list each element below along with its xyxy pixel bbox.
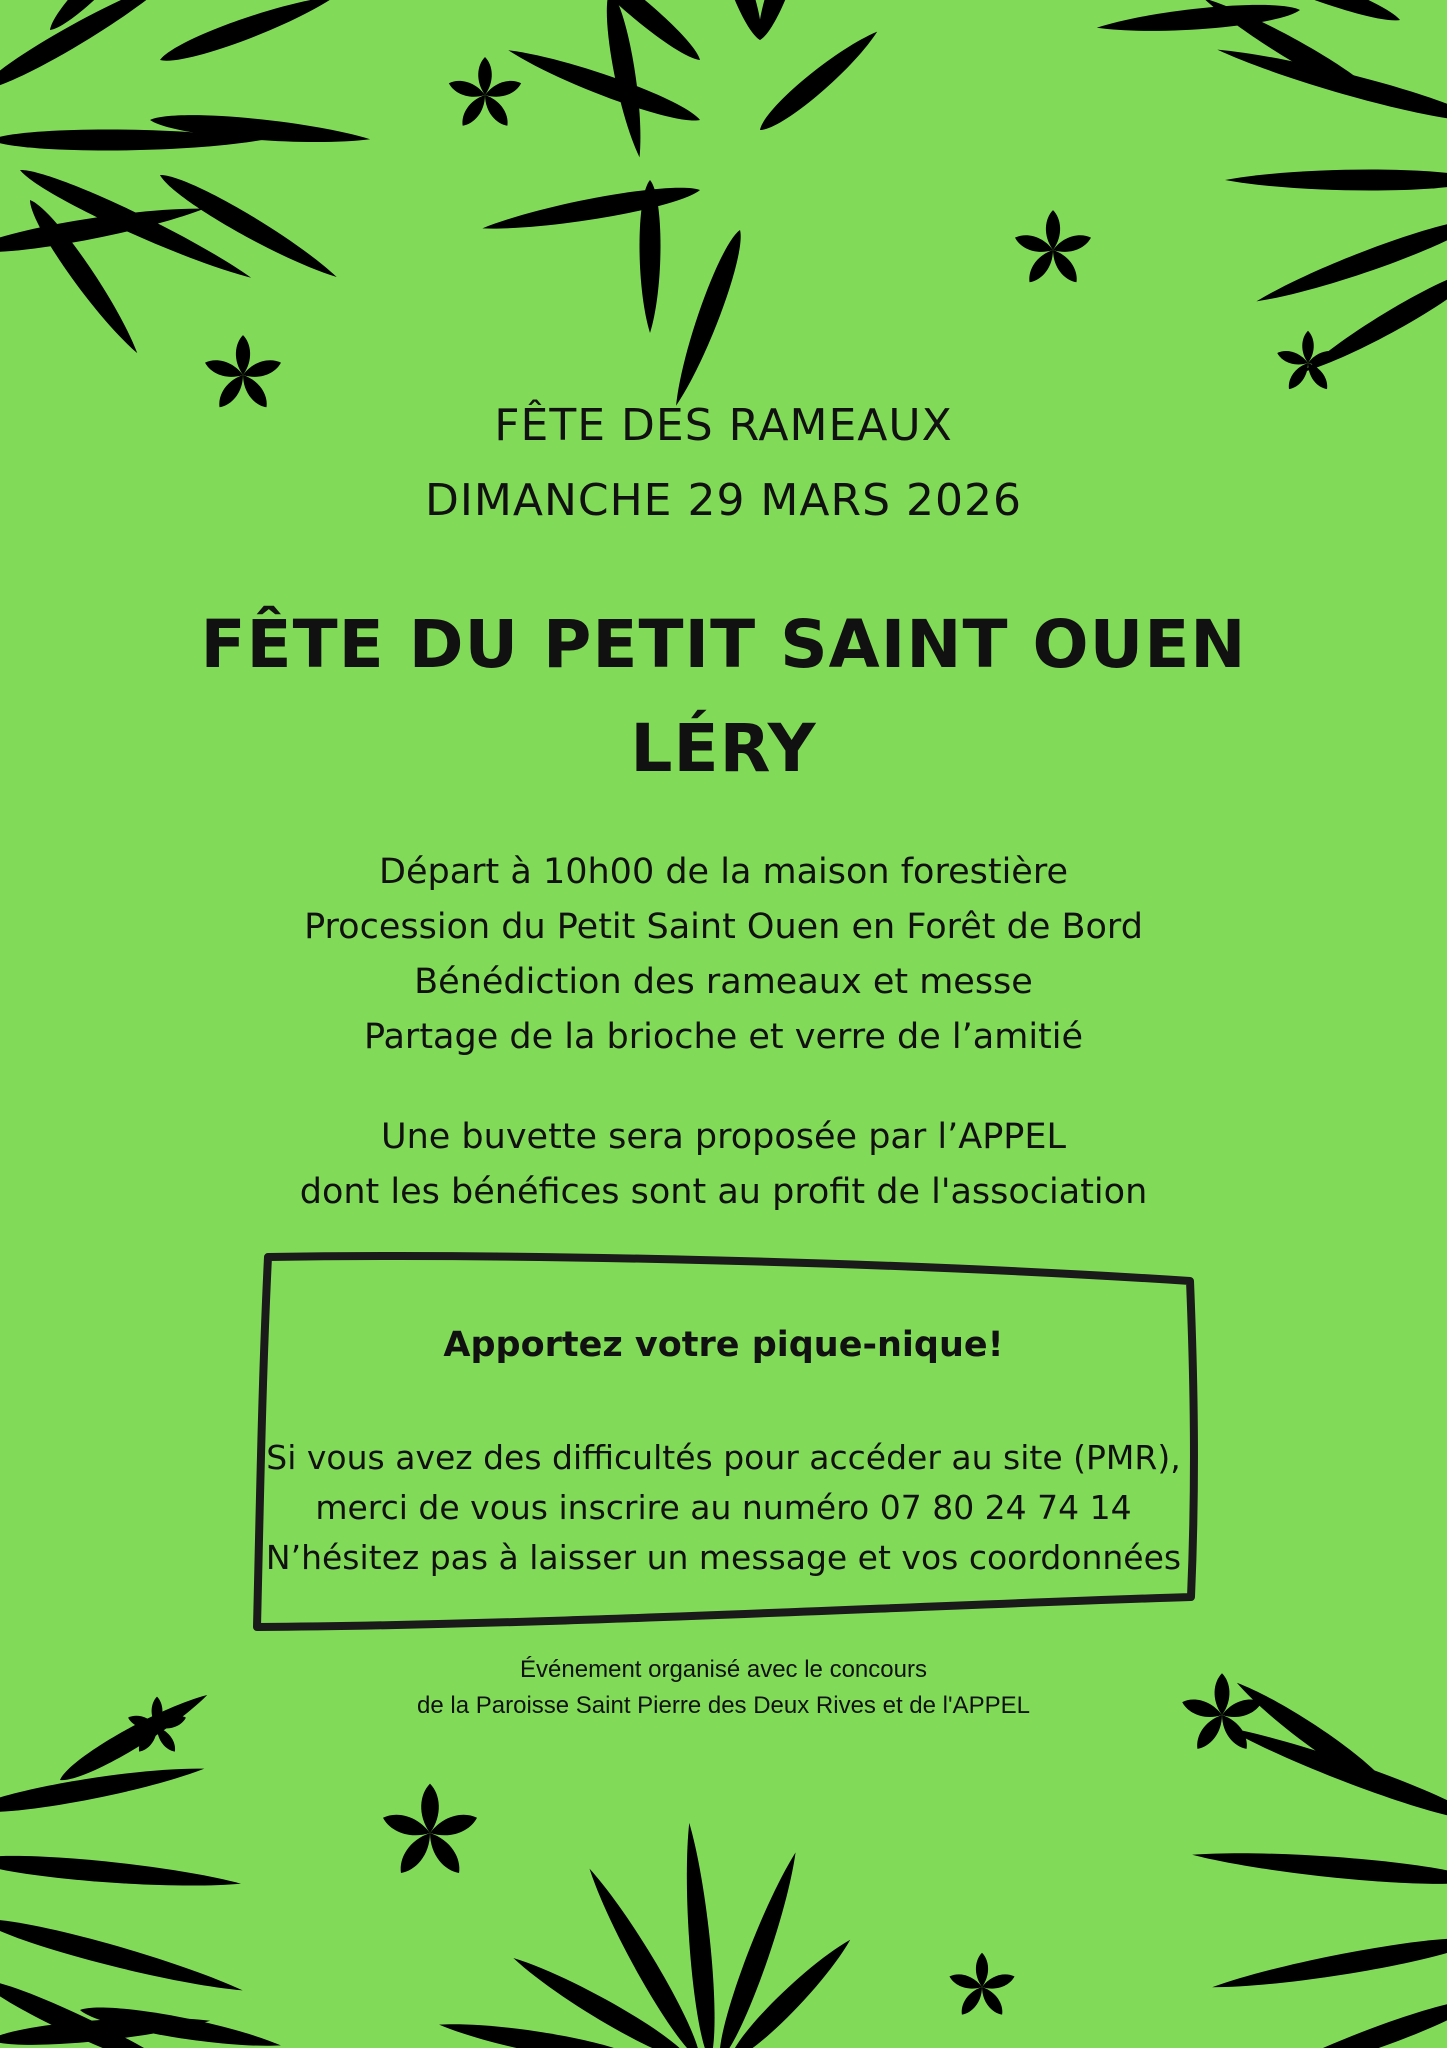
buvette-line: Une buvette sera proposée par l’APPEL: [380, 1117, 1067, 1157]
page-title-location: LÉRY: [630, 710, 817, 787]
footer-line: Événement organisé avec le concours: [520, 1656, 927, 1683]
footer-line: de la Paroisse Saint Pierre des Deux Rives et de l'APPEL: [417, 1692, 1030, 1719]
program-item: Procession du Petit Saint Ouen en Forêt de Bord: [304, 907, 1143, 947]
program-item: Départ à 10h00 de la maison forestière: [379, 852, 1068, 892]
program-item: Bénédiction des rameaux et messe: [414, 962, 1033, 1002]
info-line: merci de vous inscrire au numéro 07 80 24 74 14: [315, 1488, 1132, 1527]
event-date: DIMANCHE 29 MARS 2026: [425, 475, 1022, 526]
info-line: N’hésitez pas à laisser un message et vos coordonnées: [265, 1538, 1182, 1577]
info-line: Si vous avez des difficultés pour accéder au site (PMR),: [266, 1438, 1181, 1477]
page-title: FÊTE DU PETIT SAINT OUEN: [200, 606, 1247, 683]
event-subtitle: FÊTE DES RAMEAUX: [494, 400, 953, 451]
picnic-heading: Apportez votre pique-nique!: [443, 1325, 1004, 1365]
program-item: Partage de la brioche et verre de l’amitié: [363, 1017, 1084, 1057]
buvette-line: dont les bénéfices sont au profit de l'association: [299, 1172, 1148, 1212]
